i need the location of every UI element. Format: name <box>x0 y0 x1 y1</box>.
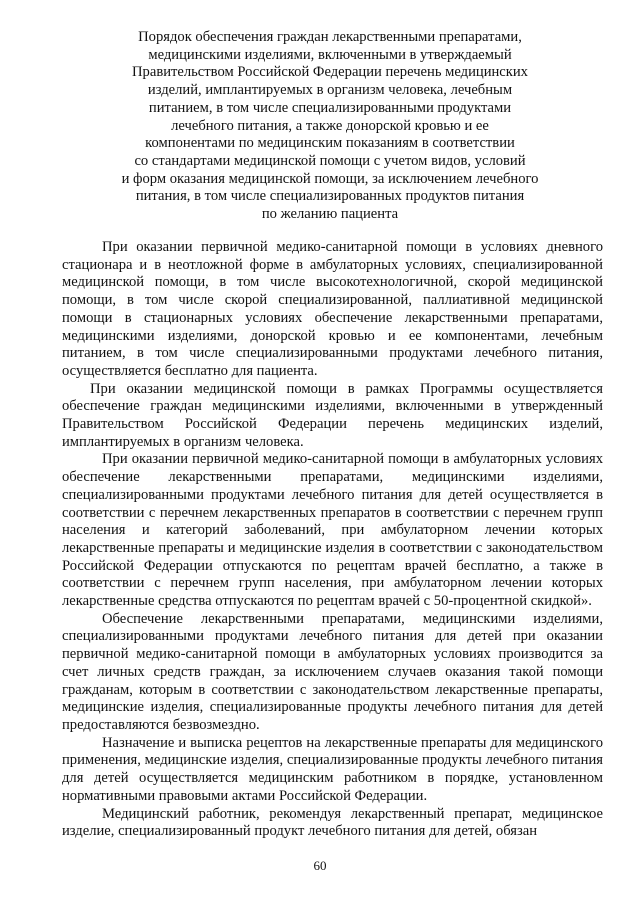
heading-line: Правительством Российской Федерации перечень медицинских <box>132 64 528 81</box>
heading-line: Порядок обеспечения граждан лекарственными препаратами, <box>138 29 522 45</box>
heading-line: по желанию пациента <box>261 206 399 223</box>
heading-line: медицинскими изделиями, включенными в утверждаемый <box>148 46 512 63</box>
heading-line: компонентами по медицинским показаниям в соответствии <box>145 135 515 152</box>
heading-line: изделий, имплантируемых в организм человека, лечебным <box>147 82 513 99</box>
paragraph: Обеспечение лекарственными препаратами, медицинскими изделиями, специализированными продуктами лечебного питания для детей при оказании первичной медико-санитарной помощи в амбулаторных условиях производится за счет личных средств граждан, за исключением случаев оказания такой помощи гражданам, которым в соответствии с законодательством лекарственные препараты, медицинские изделия, специализированные продукты лечебного питания для детей предоставляются безвозмездно. <box>62 610 603 733</box>
document-body <box>62 239 603 841</box>
page-number: 60 <box>313 858 327 873</box>
heading-line: со стандартами медицинской помощи с учетом видов, условий <box>134 152 526 169</box>
paragraph: Медицинский работник, рекомендуя лекарственный препарат, медицинское изделие, специализированный продукт лечебного питания для детей, обязан <box>62 805 603 840</box>
paragraph: Назначение и выписка рецептов на лекарственные препараты для медицинского применения, медицинские изделия, специализированные продукты лечебного питания для детей осуществляется медицинским работником в порядке, установленном нормативными правовыми актами Российской Федерации. <box>62 734 603 804</box>
paragraph: При оказании первичной медико-санитарной помощи в амбулаторных условиях обеспечение лекарственными препаратами, медицинскими изделиями, специализированными продуктами лечебного питания для детей осуществляется в соответствии с перечнем лекарственных препаратов в соответствии с перечнем групп населения и категорий заболеваний, при амбулаторном лечении которых лекарственные препараты и медицинские изделия в соответствии с законодательством Российской Федерации отпускаются по рецептам врачей бесплатно, а также в соответствии с перечнем групп населения, при амбулаторном лечении которых лекарственные средства отпускаются по рецептам врачей с 50-процентной скидкой». <box>62 451 603 610</box>
heading-line: питания, в том числе специализированных продуктов питания <box>135 188 525 205</box>
document-heading <box>100 29 560 224</box>
paragraph: При оказании первичной медико-санитарной помощи в условиях дневного стационара и в неотложной форме в амбулаторных условиях, специализированной медицинской помощи, в том числе высокотехнологичной, скорой медицинской помощи, в том числе скорой специализированной, паллиативной медицинской помощи в стационарных условиях обеспечение лекарственными препаратами, медицинскими изделиями, донорской кровью и ее компонентами, лечебным питанием, в том числе специализированными продуктами лечебного питания, осуществляется бесплатно для пациента. <box>62 239 603 379</box>
heading-line: и форм оказания медицинской помощи, за исключением лечебного <box>121 170 539 187</box>
heading-line: лечебного питания, а также донорской кровью и ее <box>171 117 489 134</box>
paragraph: При оказании медицинской помощи в рамках Программы осуществляется обеспечение граждан медицинскими изделиями, включенными в утвержденный Правительством Российской Федерации перечень медицинских изделий, имплантируемых в организм человека. <box>62 380 603 450</box>
heading-line: питанием, в том числе специализированными продуктами <box>148 99 512 116</box>
